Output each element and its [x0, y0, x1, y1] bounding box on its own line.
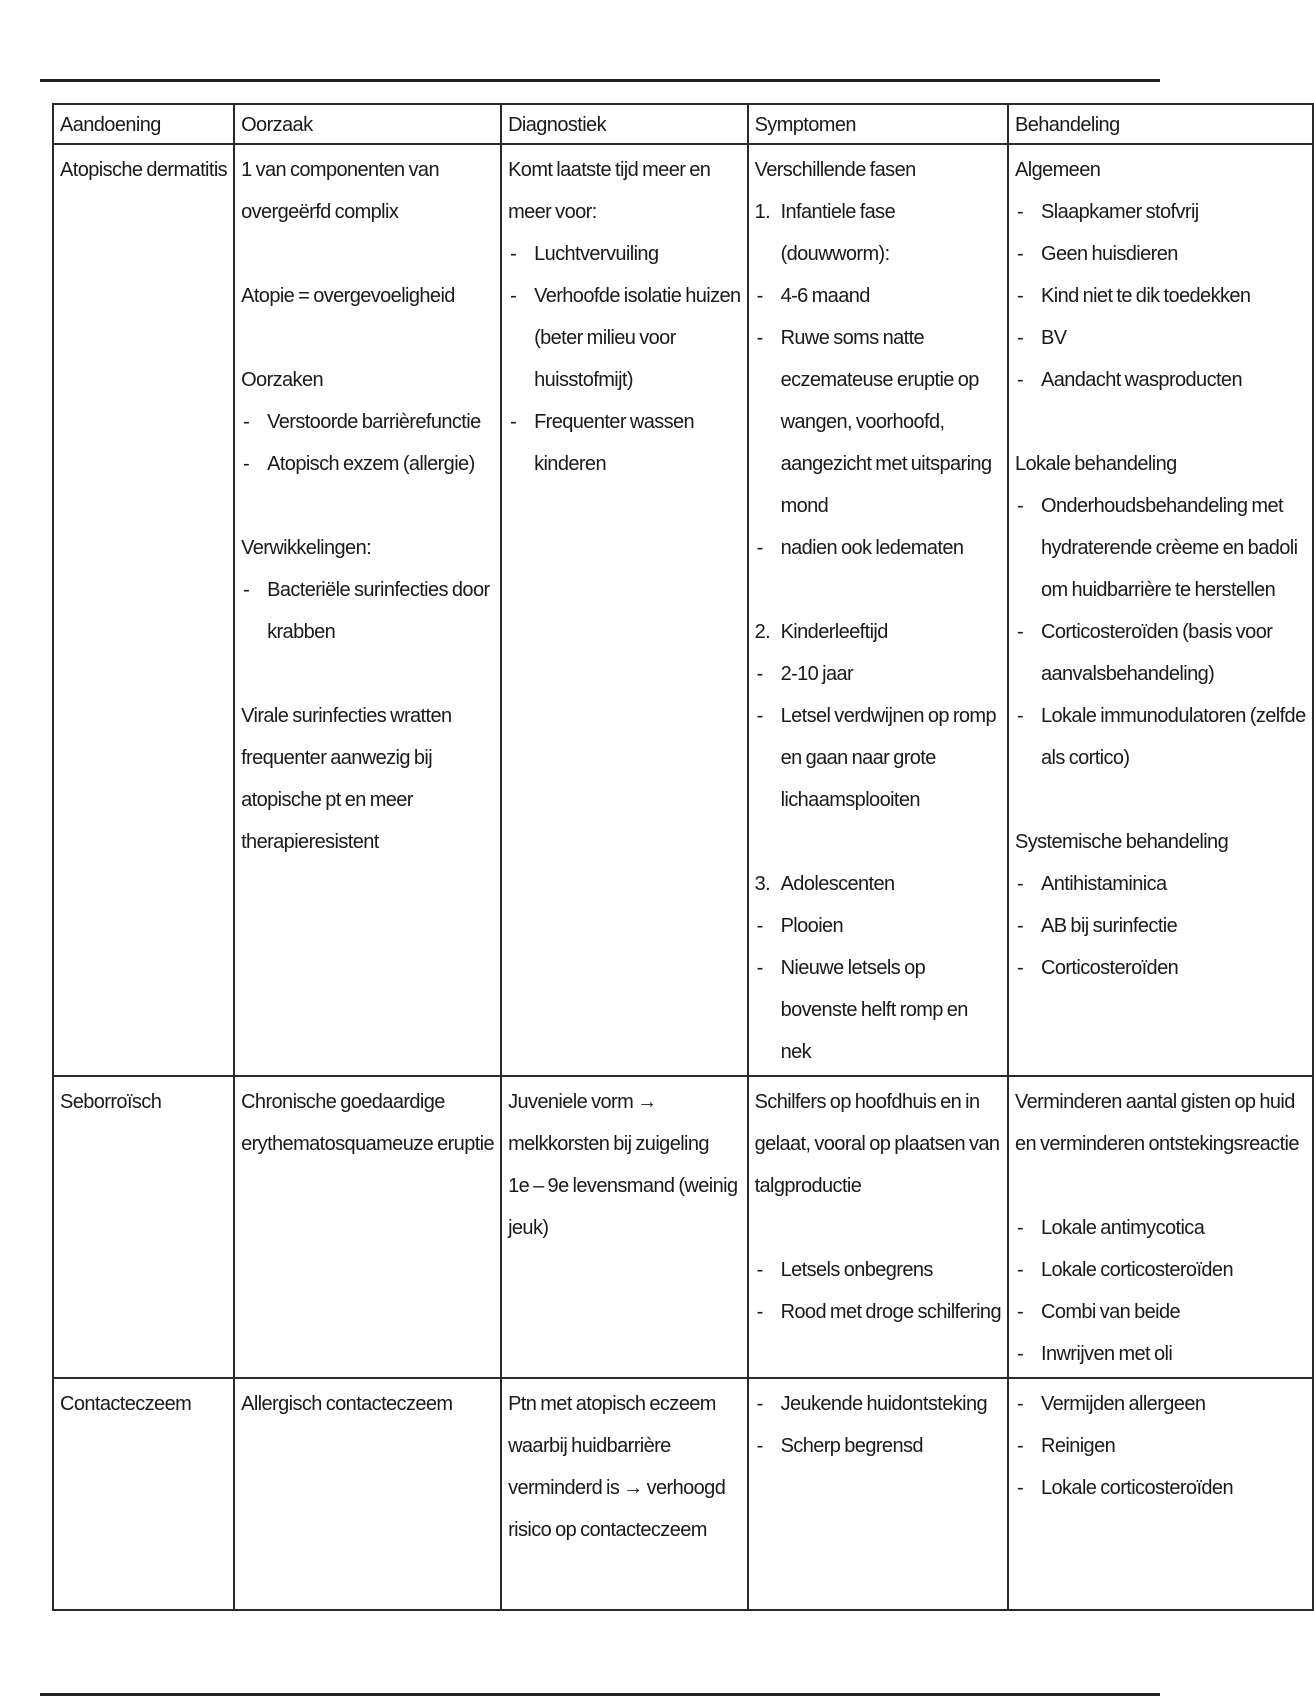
header-oorzaak: Oorzaak	[234, 104, 501, 144]
text-line: en verminderen ontstekingsreactie	[1014, 1133, 1299, 1155]
list-item-continuation: wangen, voorhoofd,	[780, 411, 945, 433]
cell-aandoening	[53, 1076, 234, 1378]
text-line: Verwikkelingen:	[241, 537, 372, 559]
list-item: - Letsels onbegrens	[756, 1259, 933, 1281]
list-item: - Antihistaminica	[1016, 873, 1167, 895]
table-row	[53, 1076, 1313, 1378]
list-item: - Onderhoudsbehandeling met	[1016, 495, 1283, 517]
text-line: 1 van componenten van	[241, 159, 439, 181]
table-row	[53, 144, 1313, 1076]
text-line: erythematosquameuze eruptie	[241, 1133, 495, 1155]
list-item: - Atopisch exzem (allergie)	[243, 453, 475, 475]
text-line: meer voor:	[508, 201, 597, 223]
cell-symptomen	[748, 1076, 1008, 1378]
header-behandeling: Behandeling	[1008, 104, 1313, 144]
text-line: atopische pt en meer	[241, 789, 413, 811]
list-item: - nadien ook ledematen	[756, 537, 964, 559]
text-line: Verminderen aantal gisten op huid	[1014, 1091, 1295, 1113]
text-line: Ptn met atopisch eczeem	[508, 1393, 716, 1415]
text-line: Algemeen	[1014, 159, 1101, 181]
list-item-continuation: hydraterende crèeme en badoli	[1040, 537, 1298, 559]
list-item: - Aandacht wasproducten	[1016, 369, 1242, 391]
cell-symptomen	[748, 1378, 1008, 1610]
cell-behandeling	[1008, 1378, 1313, 1610]
cell-diagnostiek	[501, 1076, 748, 1378]
cell-symptomen	[748, 144, 1008, 1076]
text-line: verminderd is → verhoogd	[508, 1477, 726, 1499]
text-line: Systemische behandeling	[1014, 831, 1229, 853]
numbered-item: 1. Infantiele fase	[754, 201, 896, 223]
cell-aandoening	[53, 144, 234, 1076]
list-item: - Vermijden allergeen	[1016, 1393, 1206, 1415]
text-line: Allergisch contacteczeem	[241, 1393, 453, 1415]
text-line: Virale surinfecties wratten	[241, 705, 452, 727]
table-row	[53, 1378, 1313, 1610]
list-item: - Nieuwe letsels op	[756, 957, 926, 979]
list-item: - Plooien	[756, 915, 844, 937]
text-line: melkkorsten bij zuigeling	[508, 1133, 709, 1155]
header-aandoening: Aandoening	[53, 104, 234, 144]
list-item: - Rood met droge schilfering	[756, 1301, 1001, 1323]
list-item: - Lokale corticosteroïden	[1016, 1477, 1233, 1499]
list-item: - Kind niet te dik toedekken	[1016, 285, 1251, 307]
text-line: overgeërfd complix	[241, 201, 399, 223]
condition-name: Contacteczeem	[60, 1393, 192, 1415]
text-line: Oorzaken	[241, 369, 324, 391]
cell-oorzaak	[234, 1076, 501, 1378]
list-item: - 2-10 jaar	[756, 663, 854, 685]
list-item: - Ruwe soms natte	[756, 327, 925, 349]
text-line: risico op contacteczeem	[508, 1519, 707, 1541]
list-item-continuation: en gaan naar grote	[780, 747, 936, 769]
list-item: - Luchtvervuiling	[510, 243, 659, 265]
list-item: - Letsel verdwijnen op romp	[756, 705, 997, 727]
list-item-continuation: eczemateuse eruptie op	[780, 369, 979, 391]
header-symptomen: Symptomen	[748, 104, 1008, 144]
numbered-item: 3. Adolescenten	[754, 873, 895, 895]
header-rule	[40, 79, 1160, 82]
condition-name: Seborroïsch	[60, 1091, 162, 1113]
list-item: - Jeukende huidontsteking	[756, 1393, 988, 1415]
footer-rule	[40, 1693, 1160, 1696]
list-item: - Scherp begrensd	[756, 1435, 923, 1457]
list-item: - Verstoorde barrièrefunctie	[243, 411, 481, 433]
list-item-continuation: lichaamsplooiten	[780, 789, 920, 811]
table-header-row	[53, 104, 1313, 144]
numbered-item: 2. Kinderleeftijd	[754, 621, 888, 643]
text-line: Komt laatste tijd meer en	[508, 159, 711, 181]
list-item-continuation: bovenste helft romp en	[780, 999, 968, 1021]
text-line: frequenter aanwezig bij	[241, 747, 433, 769]
list-item: - Combi van beide	[1016, 1301, 1181, 1323]
list-item-continuation: krabben	[267, 621, 336, 643]
list-item: - BV	[1016, 327, 1067, 349]
list-item: - Verhoofde isolatie huizen	[510, 285, 741, 307]
cell-behandeling	[1008, 1076, 1313, 1378]
list-item-continuation: mond	[780, 495, 829, 517]
list-item-continuation: als cortico)	[1040, 747, 1130, 769]
list-item: - Inwrijven met oli	[1016, 1343, 1173, 1365]
list-item: - Frequenter wassen	[510, 411, 695, 433]
text-line: Schilfers op hoofdhuis en in	[754, 1091, 980, 1113]
list-item-continuation: aanvalsbehandeling)	[1040, 663, 1215, 685]
cell-oorzaak	[234, 1378, 501, 1610]
text-line: 1e – 9e levensmand (weinig	[508, 1175, 738, 1197]
condition-name: Atopische dermatitis	[60, 159, 228, 181]
list-item-continuation: huisstofmijt)	[534, 369, 633, 391]
cell-behandeling	[1008, 144, 1313, 1076]
list-item-continuation: (beter milieu voor	[534, 327, 676, 349]
text-line: talgproductie	[754, 1175, 862, 1197]
list-item-continuation: aangezicht met uitsparing	[780, 453, 992, 475]
text-line: jeuk)	[508, 1217, 549, 1239]
list-item: - Lokale immunodulatoren (zelfde	[1016, 705, 1306, 727]
list-item: - Lokale corticosteroïden	[1016, 1259, 1233, 1281]
text-line: waarbij huidbarrière	[508, 1435, 671, 1457]
cell-aandoening	[53, 1378, 234, 1610]
list-item-continuation: kinderen	[534, 453, 606, 475]
list-item: - Corticosteroïden	[1016, 957, 1179, 979]
text-line: Chronische goedaardige	[241, 1091, 445, 1113]
list-item: - 4-6 maand	[756, 285, 870, 307]
list-item: - Lokale antimycotica	[1016, 1217, 1205, 1239]
text-line: Juveniele vorm →	[508, 1091, 657, 1113]
text-line: therapieresistent	[241, 831, 379, 853]
list-item-continuation: om huidbarrière te herstellen	[1040, 579, 1276, 601]
list-item: - AB bij surinfectie	[1016, 915, 1178, 937]
header-diagnostiek: Diagnostiek	[501, 104, 748, 144]
text-line: gelaat, vooral op plaatsen van	[754, 1133, 1000, 1155]
list-item-continuation: nek	[780, 1041, 812, 1063]
conditions-table	[52, 103, 1314, 1611]
list-item: - Geen huisdieren	[1016, 243, 1178, 265]
cell-diagnostiek	[501, 144, 748, 1076]
cell-oorzaak	[234, 144, 501, 1076]
text-line: Lokale behandeling	[1014, 453, 1177, 475]
cell-diagnostiek	[501, 1378, 748, 1610]
text-line: Atopie = overgevoeligheid	[241, 285, 455, 307]
text-line: Verschillende fasen	[754, 159, 916, 181]
list-item: - Reinigen	[1016, 1435, 1116, 1457]
list-item: - Slaapkamer stofvrij	[1016, 201, 1199, 223]
list-item-continuation: (douwworm):	[780, 243, 890, 265]
list-item: - Corticosteroïden (basis voor	[1016, 621, 1273, 643]
list-item: - Bacteriële surinfecties door	[243, 579, 490, 601]
